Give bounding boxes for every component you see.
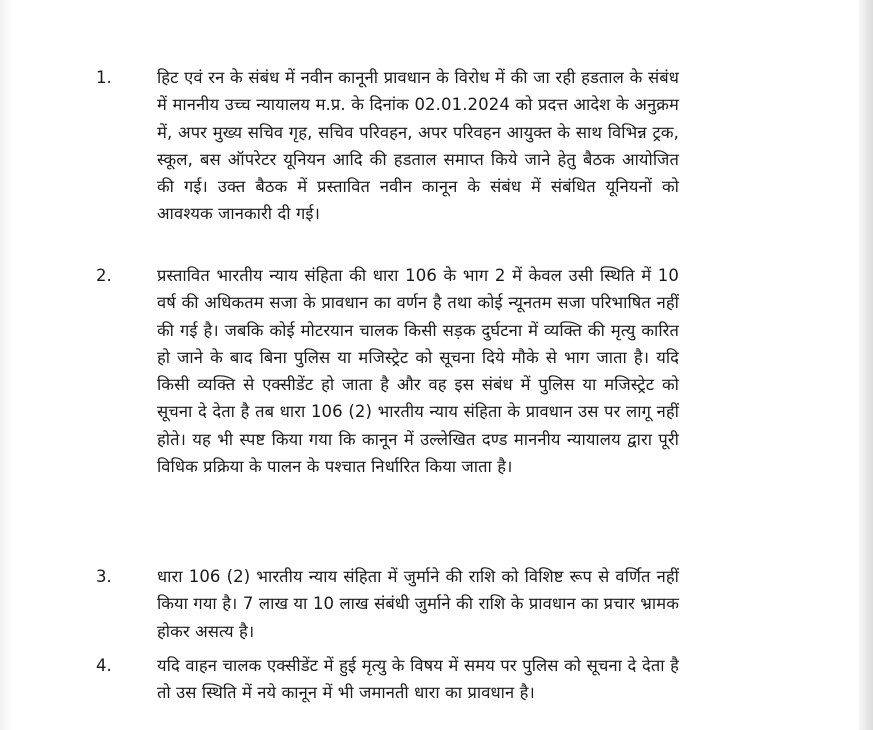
item-text: हिट एवं रन के संबंध में नवीन कानूनी प्रावधान के विरोध में की जा रही हडताल के संबंध में माननीय उच्च न्यायालय म.प्र. के दिनांक 02.01.2024 को प्रदत्त आदेश के अनुक्रम में, अपर मुख्य सचिव गृह, सचिव परिवहन, अपर परिवहन आयुक्त के साथ विभिन्न ट्रक, स्कूल, बस ऑपरेटर यूनियन आदि की हडताल समाप्त किये जाने हेतु बैठक आयोजित की गई। उक्त बैठक में प्रस्तावित नवीन कानून के संबंध में संबंधित यूनियनों को आवश्यक जानकारी दी गई। bbox=[157, 68, 679, 224]
item-text: प्रस्तावित भारतीय न्याय संहिता की धारा 106 के भाग 2 में केवल उसी स्थिति में 10 वर्ष की अधिकतम सजा के प्रावधान का वर्णन है तथा कोई न्यूनतम सजा परिभाषित नहीं की गई है। जबकि कोई मोटरयान चालक किसी सड़क दुर्घटना में व्यक्ति की मृत्यु कारित हो जाने के बाद बिना पुलिस या मजिस्ट्रेट को सूचना दिये मौके से भाग जाता है। यदि किसी व्यक्ति से एक्सीडेंट हो जाता है और वह इस संबंध में पुलिस या मजिस्ट्रेट को सूचना दे देता है तब धारा 106 (2) भारतीय न्याय संहिता के प्रावधान उस पर लागू नहीं होते। यह भी स्पष्ट किया गया कि कानून में उल्लेखित दण्ड माननीय न्यायालय द्वारा पूरी विधिक प्रक्रिया के पालन के पश्चात निर्धारित किया जाता है। bbox=[157, 266, 679, 477]
item-number: 3. bbox=[96, 567, 112, 586]
item-number: 1. bbox=[96, 68, 112, 87]
item-text: धारा 106 (2) भारतीय न्याय संहिता में जुर्माने की राशि को विशिष्ट रूप से वर्णित नहीं किया गया है। 7 लाख या 10 लाख संबंधी जुर्माने की राशि के प्रावधान का प्रचार भ्रामक होकर असत्य है। bbox=[157, 567, 679, 641]
item-number: 4. bbox=[96, 656, 112, 675]
item-text: यदि वाहन चालक एक्सीडेंट में हुई मृत्यु के विषय में समय पर पुलिस को सूचना दे देता है तो उस स्थिति में नये कानून में भी जमानती धारा का प्रावधान है। bbox=[157, 656, 679, 703]
page-edge-shadow bbox=[859, 0, 873, 730]
item-number: 2. bbox=[96, 266, 112, 285]
